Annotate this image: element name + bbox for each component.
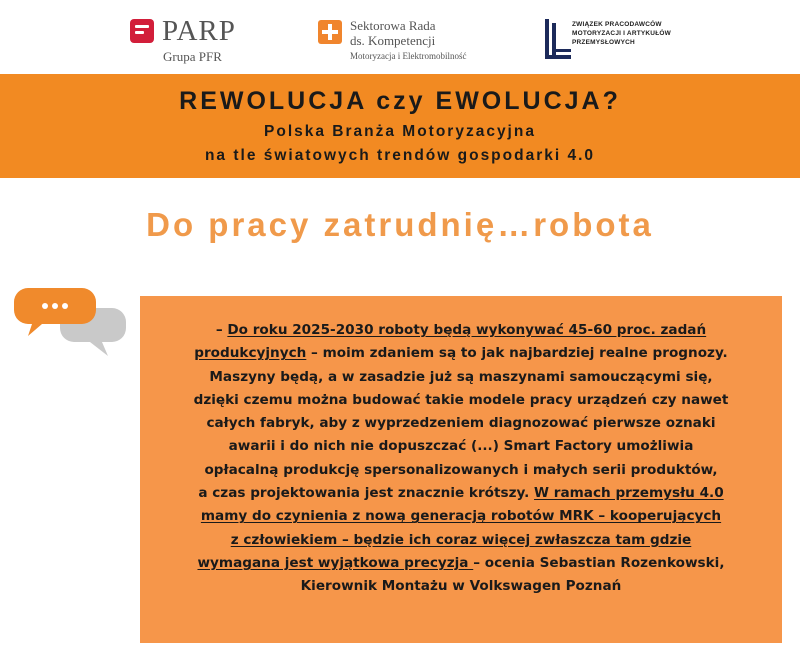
quote-line: Kierownik Montażu w Volkswagen Poznań	[300, 578, 622, 595]
banner-subtitle-1: Polska Branża Motoryzacyjna	[264, 123, 536, 140]
zpm-logo-text	[572, 20, 671, 47]
src-logo-line1: Sektorowa Rada	[350, 18, 436, 33]
quote-line	[140, 529, 782, 552]
quote-highlight: W ramach przemysłu 4.0	[534, 485, 724, 502]
src-logo	[318, 18, 518, 68]
banner-subtitle-2: na tle światowych trendów gospodarki 4.0	[204, 147, 596, 164]
quote-highlight: produkcyjnych	[194, 345, 307, 362]
quote-line	[140, 552, 782, 575]
quote-highlight: z człowiekiem – będzie ich coraz więcej zwłaszcza tam gdzie	[230, 531, 692, 548]
src-logo-icon	[318, 20, 342, 44]
parp-logo	[130, 16, 260, 66]
logo-header	[0, 0, 800, 74]
quote-line: awarii i do nich nie dopuszczać (...) Smart Factory umożliwia	[228, 438, 694, 455]
zpm-logo-line2: MOTORYZACJI I ARTYKUŁÓW	[572, 30, 671, 37]
quote-segment: –	[215, 322, 228, 338]
src-logo-line3: Motoryzacja i Elektromobilność	[350, 51, 467, 61]
quote-highlight: Do roku 2025-2030 roboty będą wykonywać 45-60 proc. zadań	[227, 322, 707, 338]
quote-line	[140, 342, 782, 365]
zpm-logo-line3: PRZEMYSŁOWYCH	[572, 39, 635, 46]
quote-box	[140, 296, 782, 643]
parp-logo-sub: Grupa PFR	[163, 49, 222, 64]
quote-text	[140, 319, 782, 599]
parp-logo-name: PARP	[162, 15, 236, 47]
zpm-logo-icon	[543, 19, 573, 61]
banner-title: REWOLUCJA czy EWOLUCJA?	[179, 87, 621, 115]
quote-line: dzięki czemu można budować takie modele pracy urządzeń czy nawet	[193, 391, 729, 408]
quote-line	[140, 482, 782, 505]
quote-line	[140, 319, 782, 342]
title-banner	[0, 74, 800, 178]
quote-highlight: wymagana jest wyjątkowa precyzja	[197, 554, 474, 571]
quote-highlight: mamy do czynienia z nową generacją robotów MRK – kooperujących	[200, 508, 722, 525]
quote-line	[140, 505, 782, 528]
parp-logo-icon	[130, 19, 154, 43]
quote-segment: – moim zdaniem są to jak najbardziej realne prognozy.	[306, 345, 728, 362]
quote-line: całych fabryk, aby z wyprzedzeniem diagnozować pierwsze oznaki	[206, 415, 716, 432]
headline: Do pracy zatrudnię…robota	[146, 206, 654, 243]
quote-segment: – ocenia Sebastian Rozenkowski,	[473, 554, 725, 571]
quote-segment: a czas projektowania jest znacznie krótszy.	[198, 485, 535, 502]
src-logo-line2: ds. Kompetencji	[350, 33, 436, 48]
chat-bubbles-icon	[12, 288, 127, 358]
zpm-logo	[543, 19, 703, 65]
zpm-logo-line1: ZWIĄZEK PRACODAWCÓW	[572, 21, 662, 28]
quote-line: Maszyny będą, a w zasadzie już są maszynami samouczącymi się,	[209, 368, 713, 385]
quote-line: opłacalną produkcję spersonalizowanych i małych serii produktów,	[204, 461, 718, 478]
